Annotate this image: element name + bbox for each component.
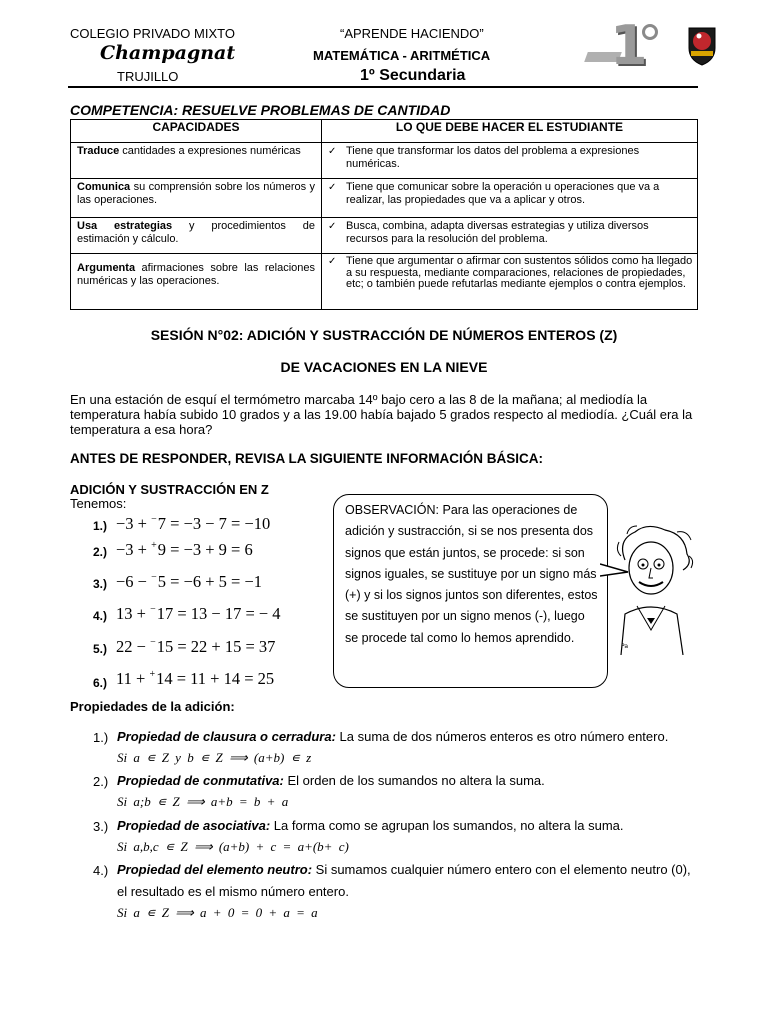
estudiante-cell: ✓ Tiene que argumentar o afirmar con sustentos sólidos como ha llegado a su respuesta, mediante comparaciones, relaciones de propiedades, etc; o también puede refutarlas mediante ejemplos o contra ejemplos. (322, 254, 698, 310)
table-header-row (71, 120, 698, 143)
observation-text: OBSERVACIÓN: Para las operaciones de adición y sustracción, si se nos presenta dos signos que están juntos, se procede: si son signos iguales, se sustituye por un signo más (+) y si los signos juntos son diferentes, estos se sustituyen por un signo menos (-), luego se procede tal como lo hemos aprendido. (345, 503, 598, 645)
example-expression: 22 − −15 = 22 + 15 = 37 (116, 637, 276, 656)
properties-title: Propiedades de la adición: (70, 699, 235, 714)
table-row (71, 179, 698, 218)
competencia-table (70, 119, 698, 310)
property-number: 3.) (93, 819, 109, 834)
header-divider (68, 86, 698, 88)
property-text: Propiedad del elemento neutro: Si sumamos cualquier número entero con el elemento neutro (0), el resultado es el mismo número entero. (117, 862, 691, 899)
problem-statement: En una estación de esquí el termómetro marcaba 14º bajo cero a las 8 de la mañana; al mediodía la temperatura había subido 10 grados y a las 19.00 había bajado 5 grados respecto al mediodía. ¿Cuál era la temperatura a esa hora? (70, 392, 693, 437)
capacidad-cell: Comunica su comprensión sobre los números y las operaciones. (71, 179, 322, 218)
example-number: 4.) (93, 609, 108, 623)
capacidad-cell: Usa estrategias y procedimientos de estimación y cálculo. (71, 218, 322, 254)
example-expression: −3 + −7 = −3 − 7 = −10 (116, 514, 271, 533)
property-formula: Si a,b,c ∊ Z ⟹ (a+b) + c = a+(b+ c) (117, 839, 349, 854)
estudiante-cell: ✓ Busca, combina, adapta diversas estrategias y utiliza diversos recursos para la resolución del problema. (322, 218, 698, 254)
grade-title: 1º Secundaria (360, 67, 466, 84)
grade-logo (586, 14, 666, 77)
table-header-estudiante: LO QUE DEBE HACER EL ESTUDIANTE (322, 120, 698, 143)
intro-label: Tenemos: (70, 496, 127, 511)
example-expression: −3 + +9 = −3 + 9 = 6 (116, 540, 253, 559)
capacidad-cell: Argumenta afirmaciones sobre las relaciones numéricas y las operaciones. (71, 254, 322, 310)
capacidad-cell: Traduce cantidades a expresiones numéricas (71, 143, 322, 179)
property-number: 2.) (93, 774, 109, 789)
einstein-caricature-icon (607, 520, 697, 655)
property-formula: Si a ∊ Z ⟹ a + 0 = 0 + a = a (117, 905, 318, 920)
story-title: DE VACACIONES EN LA NIEVE (280, 359, 488, 375)
example-expression: −6 − −5 = −6 + 5 = −1 (116, 572, 263, 591)
example-number: 2.) (93, 545, 108, 559)
example-expression: 13 + −17 = 13 − 17 = − 4 (116, 604, 281, 623)
grade-logo-number: 1 (610, 14, 648, 77)
example-number: 1.) (93, 519, 108, 533)
table-row (71, 254, 698, 310)
check-icon: ✓ (328, 256, 337, 267)
school-brand: Champagnat (100, 42, 236, 64)
property-number: 1.) (93, 730, 109, 745)
session-title: SESIÓN N°02: ADICIÓN Y SUSTRACCIÓN DE NÚMEROS ENTEROS (Z) (150, 327, 618, 343)
table-header-capacidades: CAPACIDADES (71, 120, 322, 143)
example-expression: 11 + +14 = 11 + 14 = 25 (116, 669, 275, 688)
school-motto: “APRENDE HACIENDO” (340, 26, 484, 41)
svg-text:Pa: Pa (621, 643, 629, 650)
subject-title: MATEMÁTICA - ARITMÉTICA (313, 48, 491, 63)
check-icon: ✓ (328, 146, 337, 157)
property-formula: Si a ∊ Z y b ∊ Z ⟹ (a+b) ∊ z (117, 750, 312, 765)
school-name: COLEGIO PRIVADO MIXTO (70, 26, 235, 41)
property-formula: Si a;b ∊ Z ⟹ a+b = b + a (117, 794, 289, 809)
property-number: 4.) (93, 863, 109, 878)
check-icon: ✓ (328, 182, 337, 193)
school-crest-logo (687, 26, 717, 66)
table-row (71, 218, 698, 254)
competencia-title: COMPETENCIA: RESUELVE PROBLEMAS DE CANTIDAD (70, 102, 451, 118)
example-number: 5.) (93, 642, 108, 656)
section-heading: ADICIÓN Y SUSTRACCIÓN EN Z (70, 482, 269, 497)
property-text: Propiedad de asociativa: La forma como se agrupan los sumandos, no altera la suma. (117, 818, 624, 833)
property-text: Propiedad de conmutativa: El orden de los sumandos no altera la suma. (117, 773, 545, 788)
check-icon: ✓ (328, 221, 337, 232)
example-number: 6.) (93, 676, 108, 690)
instructions-heading: ANTES DE RESPONDER, REVISA LA SIGUIENTE INFORMACIÓN BÁSICA: (70, 451, 544, 466)
school-city: TRUJILLO (117, 69, 179, 84)
estudiante-cell: ✓ Tiene que transformar los datos del problema a expresiones numéricas. (322, 143, 698, 179)
property-text: Propiedad de clausura o cerradura: La suma de dos números enteros es otro número entero. (117, 729, 669, 744)
estudiante-cell: ✓ Tiene que comunicar sobre la operación u operaciones que va a realizar, las propiedades que va a aplicar y otros. (322, 179, 698, 218)
table-row (71, 143, 698, 179)
example-number: 3.) (93, 577, 108, 591)
